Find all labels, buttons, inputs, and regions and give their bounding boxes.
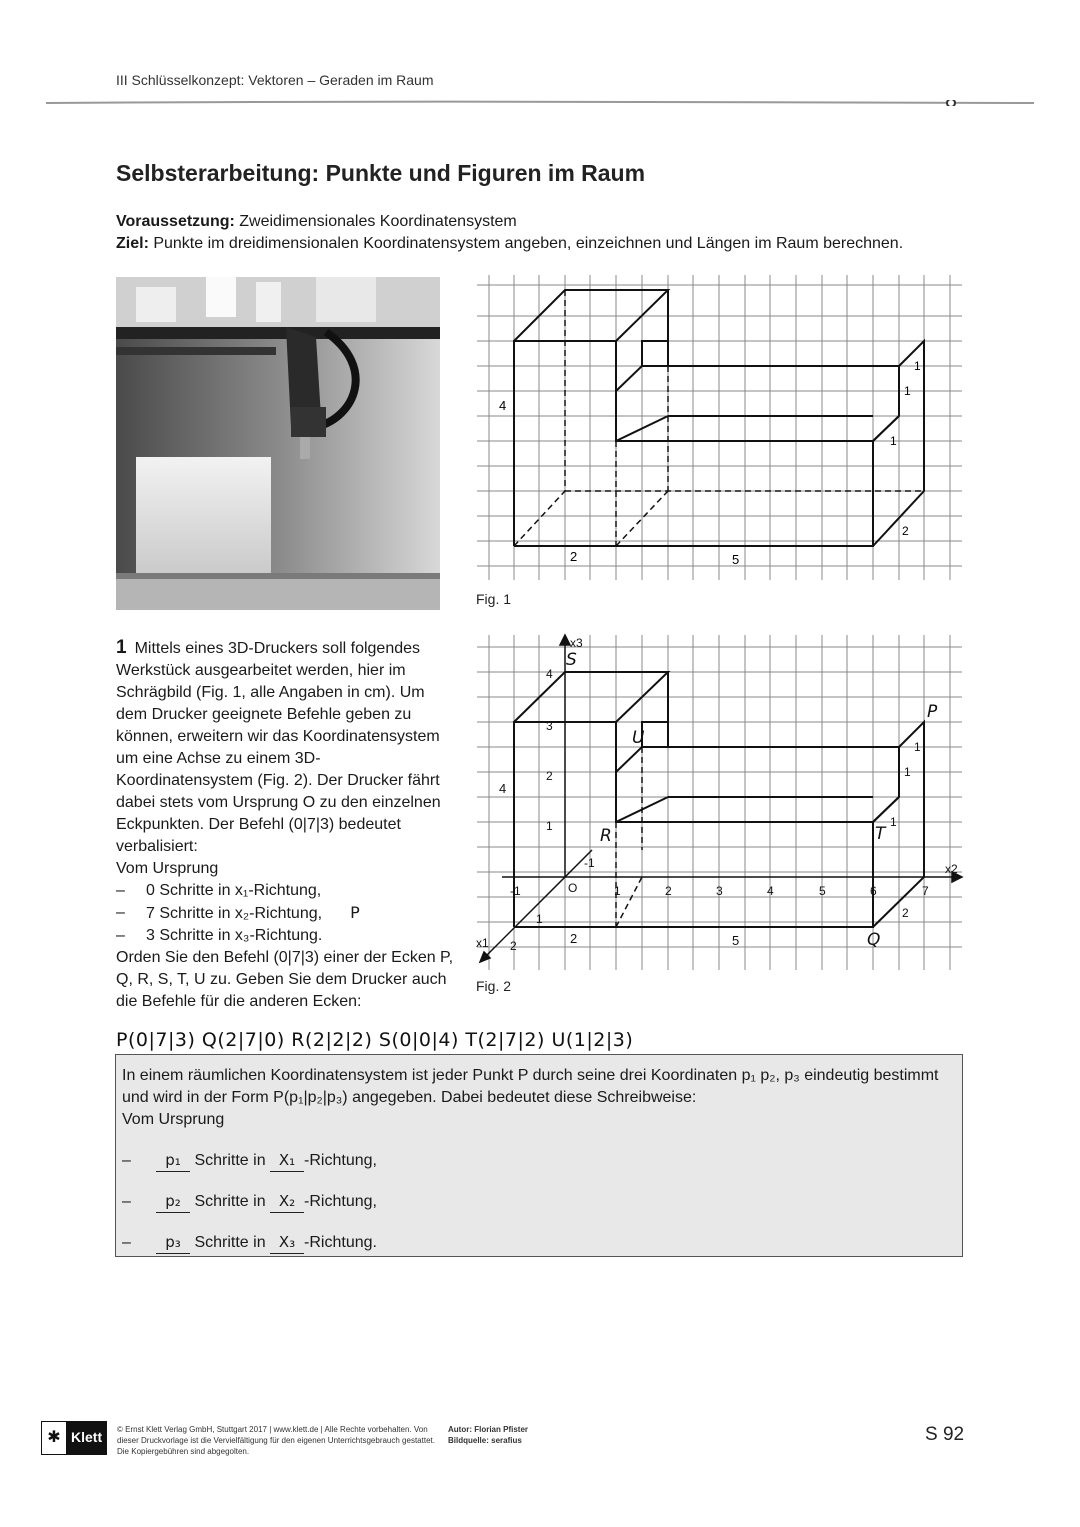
footer-credits [448,1424,528,1446]
fig2-tick-x1: 1 [536,912,543,926]
fig2-handwritten-U: U [632,728,645,748]
info-box-from-origin: Vom Ursprung [122,1111,225,1128]
fig2-tick-x2: 2 [665,884,672,898]
task-step: – 0 Schritte in x₁-Richtung, [116,880,456,902]
task-step: – 7 Schritte in x₂-Richtung, P [116,902,456,925]
klett-logo [41,1421,107,1455]
goal-text: Punkte im dreidimensionalen Koordinatensystem angeben, einzeichnen und Längen im Raum berechnen. [148,235,904,252]
fig2-axis-x1: x1 [476,936,489,950]
fig2-axis-x2: x2 [945,862,958,876]
blank-axis[interactable]: X₂ [270,1190,304,1213]
fig2-tick-x3: 4 [546,667,553,681]
fig2-tick-x2: 6 [870,884,877,898]
fig2-tick-x2: 5 [819,884,826,898]
fig2-caption: Fig. 2 [476,978,512,994]
fig2-dim-length: 5 [732,933,740,948]
prerequisite-block [116,211,1016,255]
breadcrumb: III Schlüsselkonzept: Vektoren – Geraden im Raum [116,72,434,88]
fig2-tick-x3: 2 [546,769,553,783]
fig2-grid [477,635,962,970]
fig1-label-step-c: 1 [890,434,897,448]
fig2-hidden-edges [616,747,642,927]
fig1-label-step-a: 1 [914,359,921,373]
info-box [115,1054,963,1257]
info-box-text: In einem räumlichen Koordinatensystem ist jeder Punkt P durch seine drei Koordinaten p₁ p₂, p₃ eindeutig bestimmt und wird in der Form P(p₁|p₂|p₃) angegeben. Dabei bedeutet diese Schreibweise: [122,1067,939,1106]
klett-logo-text: Klett [71,1429,103,1445]
fig1-label-depth-right: 2 [902,524,909,538]
task-question: Orden Sie den Befehl (0|7|3) einer der Ecken P, Q, R, S, T, U zu. Geben Sie dem Drucker auch die Befehle für die anderen Ecken: [116,949,454,1010]
blank-axis[interactable]: X₃ [270,1231,304,1254]
3d-printer-photo [116,277,440,610]
info-box-row: – p₂ Schritte in X₂ -Richtung, [122,1190,377,1213]
footer-author: Autor: Florian Pfister [448,1425,529,1434]
info-box-row: – p₁ Schritte in X₁ -Richtung, [122,1149,377,1172]
footer-image-source: Bildquelle: serafius [448,1436,522,1445]
handwritten-answers: P(0|7|3) Q(2|7|0) R(2|2|2) S(0|0|4) T(2|7|2) U(1|2|3) [116,1029,634,1051]
task-text: Mittels eines 3D-Druckers soll folgendes Werkstück ausgearbeitet werden, hier im Schrägbild (Fig. 1, alle Angaben in cm). Um dem Drucker geeignete Befehle geben zu können, erweitern wir das Koordinatensystem um eine Achse zu einem 3D-Koordinatensystem (Fig. 2). Der Drucker fährt dabei stets vom Ursprung O zu den einzelnen Eckpunkten. Der Befehl (0|7|3) bedeutet verbalisiert: [116,640,441,855]
fig2-handwritten-T: T [875,824,886,844]
fig1-label-depth: 2 [570,549,578,564]
fig2-origin: O [568,881,578,895]
fig2-dim-step-a: 1 [914,740,921,754]
figure-1 [462,270,972,590]
fig2-handwritten-S: S [566,650,577,670]
task-from-origin: Vom Ursprung [116,860,219,877]
goal-label: Ziel: [116,235,149,252]
task-number: 1 [116,637,127,658]
blank-coordinate[interactable]: p₁ [156,1149,190,1172]
fig2-dim-depth-right: 2 [902,906,909,920]
blank-coordinate[interactable]: p₃ [156,1231,190,1254]
prerequisite-text: Zweidimensionales Koordinatensystem [234,213,517,230]
fig1-label-height: 4 [499,398,507,413]
footer-copyright: © Ernst Klett Verlag GmbH, Stuttgart 2017 | www.klett.de | Alle Rechte vorbehalten. Von dieser Druckvorlage ist die Vervielfältigung für den eigenen Unterrichtsgebrauch gestattet. Die Kopiergebühren sind abgegolten. [117,1425,435,1456]
fig1-caption: Fig. 1 [476,591,512,607]
fig2-tick-x3: 3 [546,719,553,733]
fig1-grid [477,275,962,580]
fig2-axis-x3: x3 [570,636,583,650]
fig2-tick-x3: 1 [546,819,553,833]
fig2-dim-height: 4 [499,781,507,796]
page-title: Selbsterarbeitung: Punkte und Figuren im Raum [116,160,646,186]
task-step: – 3 Schritte in x₃-Richtung. [116,925,456,947]
task-step-note: P [350,903,360,922]
fig1-label-length: 5 [732,552,740,567]
task-steps-list [116,880,456,947]
fig2-tick-x2: 7 [922,884,929,898]
fig2-tick-x1: 2 [510,939,517,953]
fig2-dim-step-c: 1 [890,815,897,829]
blank-coordinate[interactable]: p₂ [156,1190,190,1213]
page-number: S 92 [925,1424,965,1445]
task-1 [116,637,456,1013]
info-box-row: – p₃ Schritte in X₃ -Richtung. [122,1231,377,1254]
fig2-dim-step-b: 1 [904,765,911,779]
prerequisite-label: Voraussetzung: [116,213,235,230]
fig2-handwritten-R: R [600,826,612,846]
blank-axis[interactable]: X₁ [270,1149,304,1172]
header-rule [46,100,1034,106]
fig2-dim-depth: 2 [570,931,578,946]
fig2-tick-x2: 3 [716,884,723,898]
fig1-label-step-b: 1 [904,384,911,398]
fig2-tick-x2: 4 [767,884,774,898]
figure-2 [462,625,972,977]
fig2-handwritten-Q: Q [867,930,881,950]
fig2-tick-x2: 1 [614,884,621,898]
fig2-tick-x1: -1 [584,856,595,870]
fig2-tick-x2: -1 [510,884,521,898]
fig2-handwritten-P: P [927,702,938,722]
klett-logo-icon: ✱ [41,1421,67,1455]
